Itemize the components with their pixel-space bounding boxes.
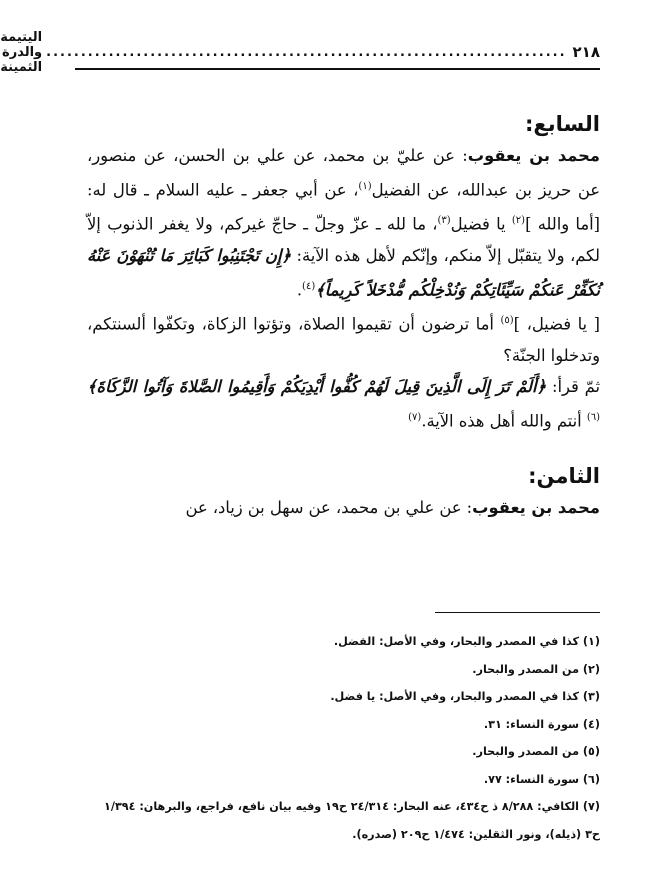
footnote-7: (٧) الكافي: ٨/٢٨٨ ذ ح٤٣٤، عنه البحار: ٢٤/٣١٤ ح١٩ وفيه بيان نافع، فراجع، والبرهان: ١/٣٩٤ ح٣ (ذيله)، ونور الثقلين: ١/٤٧٤ ح٢٠٩ (صدره).	[104, 800, 600, 841]
text-segment: : عن علي بن محمد، عن سهل بن زياد، عن	[185, 498, 473, 518]
footnote-4: (٤) سورة النساء: ٣١.	[483, 717, 600, 731]
footnote-ref-3[interactable]: (٣)	[437, 215, 451, 227]
text-segment: ، عن أبي جعفر ـ عليه السلام ـ قال له: [أما والله ]	[87, 180, 600, 234]
narrator-name: محمد بن يعقوب	[467, 146, 600, 165]
footnote-ref-6[interactable]: (٦)	[586, 411, 600, 423]
footnote-ref-4[interactable]: (٤)	[302, 280, 316, 292]
footnote-ref-7[interactable]: (٧)	[408, 411, 422, 423]
main-text	[87, 112, 600, 523]
text-segment: يا فضيل	[450, 214, 512, 234]
footnote-ref-2[interactable]: (٢)	[511, 215, 526, 227]
footnote-separator	[435, 612, 600, 613]
footnote-5: (٥) من المصدر والبحار.	[472, 745, 600, 758]
footnote-1: (١) كذا في المصدر والبحار، وفي الأصل: الفضل.	[333, 635, 600, 648]
narrator-name: محمد بن يعقوب	[472, 498, 600, 518]
section-heading-seventh: السابع:	[525, 112, 600, 136]
text-segment: أما ترضون أن تقيموا الصلاة، وتؤتوا الزكاة، وتكفّوا ألسنتكم، وتدخلوا الجنّة؟	[87, 314, 600, 365]
footnote-6: (٦) سورة النساء: ٧٧.	[483, 772, 600, 786]
section-heading-eighth: الثامن:	[528, 464, 600, 489]
paragraph-narration-3	[87, 371, 600, 436]
footnote-3: (٣) كذا في المصدر والبحار، وفي الأصل: يا فضل.	[330, 690, 600, 703]
quran-verse-2: ﴿أَلَمْ تَرَ إِلَى الَّذِينَ قِيلَ لَهُمْ كُفُّوا أَيْدِيَكُمْ وَأَقِيمُوا الصَّلاةَ وَآتُوا الزَّكَاةَ﴾	[87, 376, 547, 396]
section-gap	[87, 436, 600, 464]
text-segment: أنتم والله أهل هذه الآية.	[421, 411, 587, 431]
footnotes	[87, 628, 600, 848]
text-segment: [ يا فضيل، ]	[513, 314, 600, 334]
paragraph-narration-1: محمد بن يعقوب: عن عليّ بن محمد، عن علي بن الحسن، عن منصور، عن حريز بن عبدالله، عن الفضيل$^{(١)}$، عن أبي جعفر ـ عليه السلام ـ قال له: [أما والله ]$^{(٢)}$ يا فضيل$^{(٣)}$، ما لله ـ عزّ وجلّ ـ حاجّ غيركم، ولا يغفر الذنوب إلاّ لكم، ولا يتقبّل إلاّ منكم، وإنّكم لأهل هذه الآية: ﴿إِن تَجْتَنِبُوا كَبَائِرَ مَا تُنْهَوْنَ عَنْهُ نُكَفِّرْ عَنكُمْ سَيِّئَاتِكُمْ وَنُدْخِلْكُم مُّدْخَلاً كَرِيماً﴾$^{(٤)}$.	[87, 146, 600, 300]
paragraph-narration-eighth	[87, 492, 600, 523]
paragraph-narration-2	[87, 305, 600, 370]
book-title: اليتيمة والدرة الثمينة	[0, 29, 43, 75]
text-segment: : عن عليّ بن محمد، عن علي بن الحسن، عن منصور، عن حريز بن عبدالله، عن الفضيل	[87, 146, 600, 200]
footnote-ref-5[interactable]: (٥)	[500, 315, 514, 327]
text-segment: ، ما لله ـ عزّ وجلّ ـ حاجّ غيركم، ولا يغفر الذنوب إلاّ لكم، ولا يتقبّل إلاّ منكم، وإنّكم لأهل هذه الآية:	[87, 214, 600, 265]
footnote-ref-1[interactable]: (١)	[358, 181, 372, 192]
quran-verse-1: ﴿إِن تَجْتَنِبُوا كَبَائِرَ مَا تُنْهَوْنَ عَنْهُ نُكَفِّرْ عَنكُمْ سَيِّئَاتِكُمْ وَنُدْخِلْكُم مُّدْخَلاً كَرِيماً﴾	[87, 245, 600, 300]
page-number: ٢١٨	[572, 43, 600, 61]
running-header	[0, 29, 600, 75]
header-leader-dots: ...........................................................................	[46, 44, 567, 60]
text-segment: ثمّ قرأ:	[546, 376, 600, 396]
footnote-2: (٢) من المصدر والبحار.	[472, 662, 600, 676]
